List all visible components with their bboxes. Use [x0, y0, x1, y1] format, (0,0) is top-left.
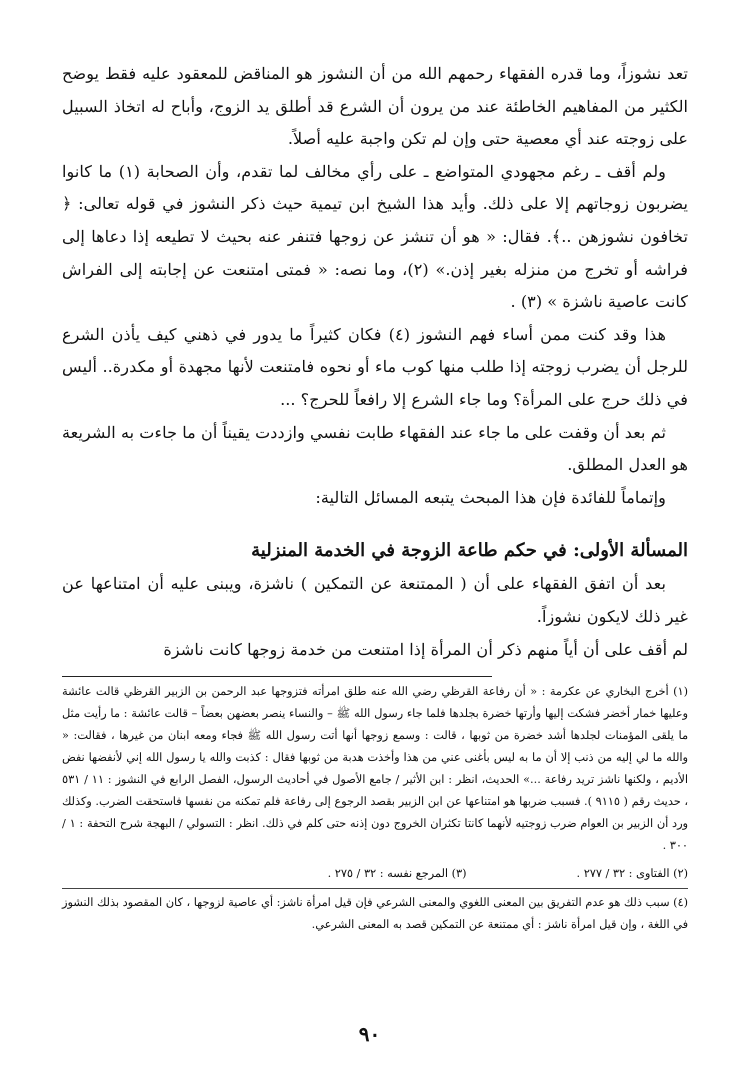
- footnote-4: (٤) سبب ذلك هو عدم التفريق بين المعنى اللغوي والمعنى الشرعي فإن قيل امرأة ناشز: أي عاصية لزوجها ، كان المقصود بذلك النشوز في اللغة ، وإن قيل امرأة ناشز : أي ممتنعة عن التمكين قصد به المعنى الشرعي.: [62, 896, 688, 932]
- heading-label: المسألة الأولى:: [573, 540, 688, 562]
- footnotes: [62, 681, 688, 936]
- footnote-1: (١) أخرج البخاري عن عكرمة : « أن رفاعة القرظي رضي الله عنه طلق امرأته فتزوجها عبد الرحمن بن الزبير القرظي قالت عائشة وعليها خمار أخضر فشكت إليها وأرتها خضرة بجلدها فلما جاء رسول الله ﷺ – والنساء ينصر بعضهن بعضاً – قالت عائشة : ما رأيت مثل ما يلقى المؤمنات لجلدها أشد خضرة من ثوبها ، قالت : وسمع زوجها أنها أتت رسول الله ﷺ فجاء ومعه ابنان من غيرها ، فقالت: « والله ما لي إليه من ذنب إلا أن ما به ليس بأغنى عني من هذا وأخذت هدبة من ثوبها فقال : كذبت والله يا رسول الله إني لأنفضها نفض الأديم ، ولكنها ناشز تريد رفاعة ...» الحديث، انظر : ابن الأثير / جامع الأصول في أحاديث الرسول، الفصل الرابع في النشوز : ١١ / ٥٣١ ، حديث رقم ( ٩١١٥ ). فسبب ضربها هو امتناعها عن ابن الزبير بقصد الرجوع إلى رفاعة فلم تمكنه من نفسها فاستحقت الضرب. وكذلك ورد أن الزبير بن العوام ضرب زوجتيه لأنهما كانتا تكثران الخروج دون إذنه حتى كلم في ذلك. انظر : التسولي / البهجة شرح التحفة : ١ / ٣٠٠ .: [62, 685, 688, 853]
- section-paragraph-2: لم أقف على أن أياً منهم ذكر أن المرأة إذا امتنعت من خدمة زوجها كانت ناشزة: [163, 639, 688, 659]
- footnote-2: (٢) الفتاوى : ٣٢ / ٢٧٧ .: [576, 867, 688, 881]
- body-text: [62, 58, 688, 514]
- section-heading: [62, 534, 688, 568]
- footnote-row: [62, 863, 688, 885]
- footnote-3: (٣) المرجع نفسه : ٣٢ / ٢٧٥ .: [327, 867, 467, 881]
- footnote-rule: [62, 888, 688, 889]
- heading-title: في حكم طاعة الزوجة في الخدمة المنزلية: [251, 540, 567, 562]
- paragraph-4: ثم بعد أن وقفت على ما جاء عند الفقهاء طابت نفسي وازددت يقيناً أن ما جاءت به الشريعة هو العدل المطلق.: [62, 422, 688, 475]
- paragraph-1: تعد نشوزاً، وما قدره الفقهاء رحمهم الله من أن النشوز هو المناقض للمعقود عليه فقط يوضح الكثير من المفاهيم الخاطئة عند من يرون أن الشرع قد أطلق يد الزوج، وأباح له اتخاذ السبيل على زوجته عند أي معصية حتى وإن لم تكن واجبة عليه أصلاً.: [62, 64, 688, 149]
- paragraph-2: ولم أقف ـ رغم مجهودي المتواضع ـ على رأي مخالف لما تقدم، وأن الصحابة (١) ما كانوا يضربون زوجاتهم إلا على ذلك. وأيد هذا الشيخ ابن تيمية حيث ذكر النشوز في قوله تعالى: ﴿ تخافون نشوزهن ..﴾. فقال: « هو أن تنشز عن زوجها فتنفر عنه بحيث لا تطيعه إذا دعاها إلى فراشه أو تخرج من منزله بغير إذن.» (٢)، وما نصه: « فمتى امتنعت عن إجابته إلى الفراش كانت عاصية ناشزة » (٣) .: [62, 161, 688, 312]
- section-paragraph-1: بعد أن اتفق الفقهاء على أن ( الممتنعة عن التمكين ) ناشزة، ويبنى عليه أن امتناعها عن غير ذلك لايكون نشوزاً.: [62, 574, 688, 626]
- page-number: ٩٠: [358, 1022, 381, 1046]
- paragraph-5: وإتماماً للفائدة فإن هذا المبحث يتبعه المسائل التالية:: [315, 487, 666, 507]
- paragraph-3: هذا وقد كنت ممن أساء فهم النشوز (٤) فكان كثيراً ما يدور في ذهني كيف يأذن الشرع للرجل أن يضرب زوجته إذا طلب منها كوب ماء أو نحوه فامتنعت لأنها مجهدة أو مكدرة.. أليس في ذلك حرج على المرأة؟ وما جاء الشرع إلا رافعاً للحرج؟ ...: [62, 324, 688, 409]
- section-body: [62, 568, 688, 666]
- document-page: [62, 58, 688, 936]
- footnote-divider: [62, 676, 492, 677]
